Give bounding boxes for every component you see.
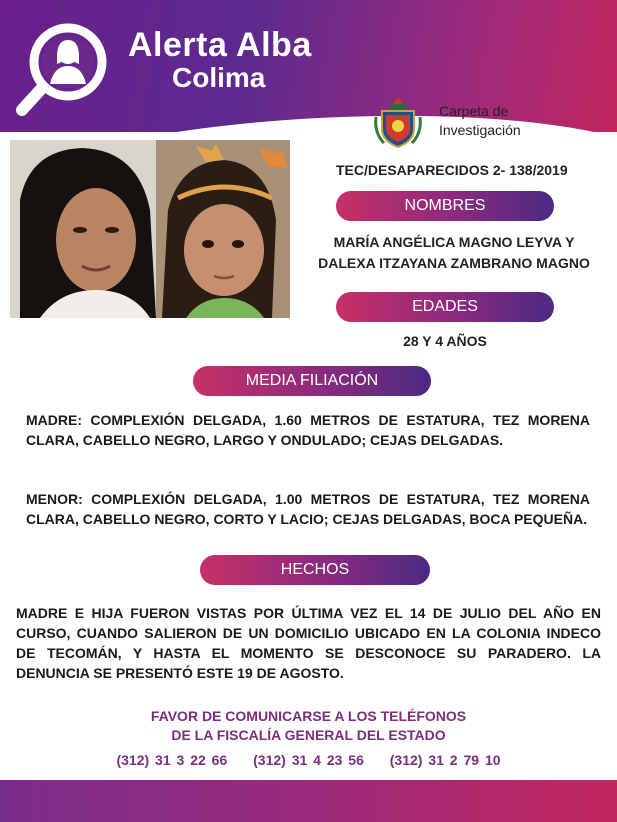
phone-list	[0, 752, 617, 768]
state-seal-icon	[372, 95, 424, 151]
footer-band	[0, 780, 617, 822]
edades-pill: EDADES	[336, 292, 554, 322]
case-folio: TEC/DESAPARECIDOS 2- 138/2019	[336, 162, 568, 178]
name-mother: MARÍA ANGÉLICA MAGNO LEYVA Y	[333, 234, 575, 250]
carpeta-line1: Carpeta de	[439, 103, 509, 119]
title-alerta-alba: Alerta Alba	[128, 26, 312, 64]
carpeta-label	[439, 102, 521, 140]
carpeta-line2: Investigación	[439, 122, 521, 138]
contact-line1: FAVOR DE COMUNICARSE A LOS TELÉFONOS	[150, 708, 467, 724]
media-filiacion-pill: MEDIA FILIACIÓN	[193, 366, 431, 396]
mother-face	[56, 188, 136, 292]
ages-value: 28 Y 4 AÑOS	[403, 333, 487, 349]
name-daughter: DALEXA ITZAYANA ZAMBRANO MAGNO	[318, 255, 590, 271]
description-child: MENOR: COMPLEXIÓN DELGADA, 1.00 METROS DE ESTATURA, TEZ MORENA CLARA, CABELLO NEGRO, CORTO Y LACIO; CEJAS DELGADAS, BOCA PEQUEÑA.	[26, 491, 590, 527]
missing-persons-photo	[10, 140, 290, 318]
search-person-icon	[12, 18, 112, 118]
description-mother: MADRE: COMPLEXIÓN DELGADA, 1.60 METROS DE ESTATURA, TEZ MORENA CLARA, CABELLO NEGRO, LARGO Y ONDULADO; CEJAS DELGADAS.	[26, 412, 590, 448]
missing-names	[296, 232, 612, 274]
facts-paragraph: MADRE E HIJA FUERON VISTAS POR ÚLTIMA VEZ EL 14 DE JULIO DEL AÑO EN CURSO, CUANDO SALIERON DE UN DOMICILIO UBICADO EN LA COLONIA INDECO DE TECOMÁN, Y HASTA EL MOMENTO SE DESCONOCE SU PARADERO. LA DENUNCIA SE PRESENTÓ ESTE 19 DE AGOSTO.	[16, 605, 601, 681]
phone-number[interactable]: (312) 31 4 23 56	[253, 752, 364, 768]
header-banner	[0, 0, 617, 132]
daughter-face	[184, 204, 264, 296]
title-colima: Colima	[172, 62, 266, 93]
phone-number[interactable]: (312) 31 3 22 66	[116, 752, 228, 768]
phone-number[interactable]: (312) 31 2 79 10	[389, 752, 501, 768]
contact-line2: DE LA FISCALÍA GENERAL DEL ESTADO	[171, 727, 446, 743]
nombres-pill: NOMBRES	[336, 191, 554, 221]
hechos-pill: HECHOS	[200, 555, 430, 585]
